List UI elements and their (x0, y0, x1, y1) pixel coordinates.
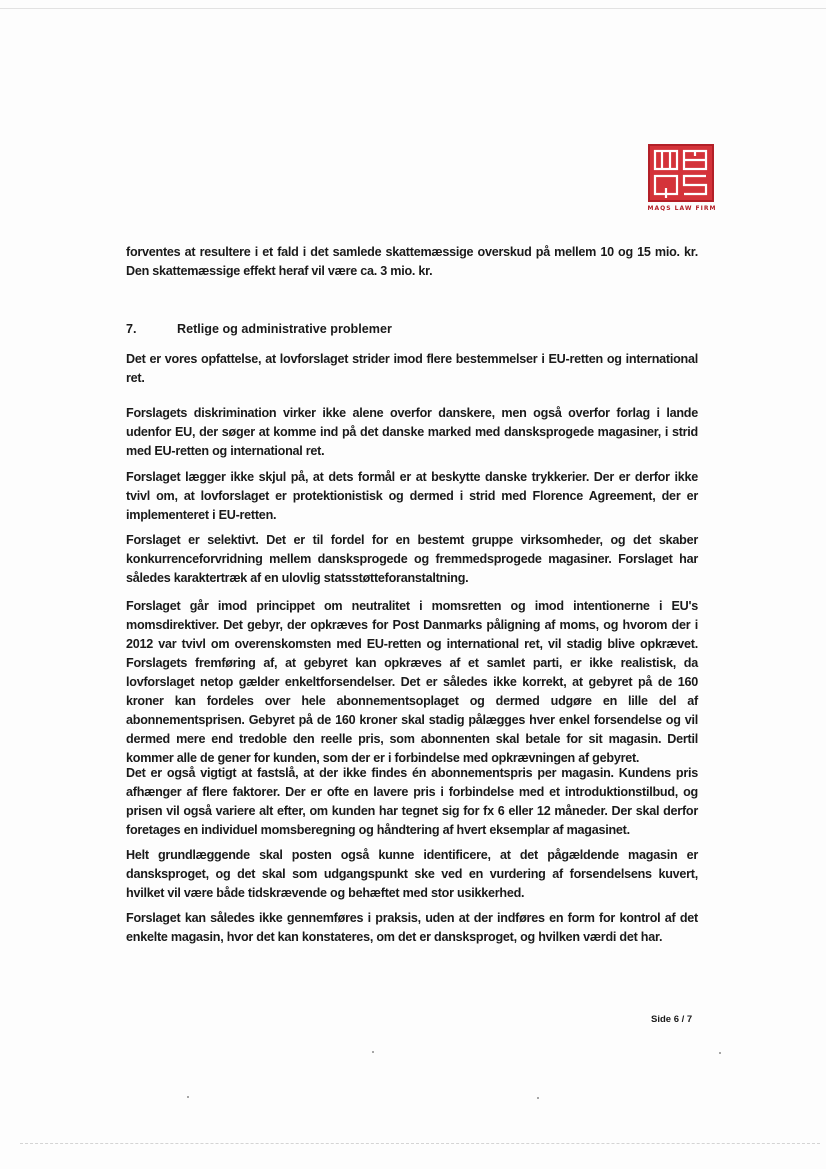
scan-speck (187, 1096, 189, 1098)
paragraph-text: Helt grundlæggende skal posten også kunne identificere, at det pågældende magasin er dansksproget, og det skal som udgangspunkt ske ved en vurdering af forsendelsens kuvert, hvilket vil være både tidskrævende og behæftet med stor usikkerhed. (126, 848, 698, 900)
paragraph-text: Forslaget lægger ikke skjul på, at dets formål er at beskytte danske trykkerier. Der er derfor ikke tvivl om, at lovforslaget er protektionistisk og dermed i strid med Florence Agreement, der er implementeret i EU-retten. (126, 470, 698, 522)
intro-text: forventes at resultere i et fald i det samlede skattemæssige overskud på mellem 10 og 15 mio. kr. Den skattemæssige effekt heraf vil være ca. 3 mio. kr. (126, 245, 698, 278)
section-number: 7. (126, 322, 137, 336)
paragraph-text: Forslaget går imod princippet om neutralitet i momsretten og imod intentionerne i EU's momsdirektiver. Det gebyr, der opkræves for Post Danmarks påligning af moms, og hvorom der i 2012 var tvivl om overenskomsten med EU-retten og international ret, vil stadig blive opkrævet. Forslagets fremføring af, at gebyret kan opkræves af et samlet parti, er ikke realistisk, da lovforslaget netop gælder enkeltforsendelser. Det er således ikke korrekt, at gebyret på de 160 kroner kan fordeles over hele abonnementsoplaget og dermed udgøre en lille del af abonnementsprisen. Gebyret på de 160 kroner skal stadig pålægges hver enkel forsendelse og vil dermed mere end tredoble den reelle pris, som abonnenten skal betale for sit magasin. Dertil kommer alle de gener for kunden, som der er i forbindelse med opkrævningen af gebyret. (126, 599, 698, 765)
firm-logo (641, 144, 723, 212)
paragraph (126, 846, 698, 903)
paragraph (126, 597, 698, 768)
paragraph (126, 350, 698, 388)
paragraph-text: Det er også vigtigt at fastslå, at der ikke findes én abonnementspris per magasin. Kundens pris afhænger af flere faktorer. Der er ofte en lavere pris i forbindelse med et introduktionstilbud, og prisen vil også variere alt efter, om kunden har tegnet sig for fx 6 eller 12 måneder. Der skal derfor foretages en individuel momsberegning og håndtering af hvert eksemplar af magasinet. (126, 766, 698, 837)
bottom-scan-edge (20, 1143, 820, 1144)
logo-letters-graphic (650, 146, 712, 200)
logo-mark (648, 144, 714, 202)
paragraph (126, 909, 698, 947)
scan-speck (719, 1052, 721, 1054)
intro-paragraph (126, 243, 698, 281)
scan-speck (372, 1051, 374, 1053)
top-scan-edge (0, 8, 826, 9)
paragraph (126, 404, 698, 461)
paragraph (126, 764, 698, 840)
paragraph-text: Forslaget er selektivt. Det er til fordel for en bestemt gruppe virksomheder, og det skaber konkurrenceforvridning mellem dansksprogede og fremmedsprogede magasiner. Forslaget har således karaktertræk af en ulovlig statsstøtteforanstaltning. (126, 533, 698, 585)
section-heading (126, 322, 392, 336)
section-title: Retlige og administrative problemer (177, 322, 392, 336)
paragraph (126, 531, 698, 588)
paragraph-text: Forslaget kan således ikke gennemføres i praksis, uden at der indføres en form for kontrol af det enkelte magasin, hvor det kan konstateres, om det er dansksproget, og hvilken værdi det har. (126, 911, 698, 944)
paragraph (126, 468, 698, 525)
paragraph-text: Forslagets diskrimination virker ikke alene overfor danskere, men også overfor forlag i lande udenfor EU, der søger at komme ind på det danske marked med dansksprogede magasiner, i strid med EU-retten og international ret. (126, 406, 698, 458)
logo-firm-name: MAQS LAW FIRM (647, 205, 717, 212)
page-number: Side 6 / 7 (651, 1014, 693, 1025)
paragraph-text: Det er vores opfattelse, at lovforslaget strider imod flere bestemmelser i EU-retten og international ret. (126, 352, 698, 385)
scan-speck (537, 1097, 539, 1099)
